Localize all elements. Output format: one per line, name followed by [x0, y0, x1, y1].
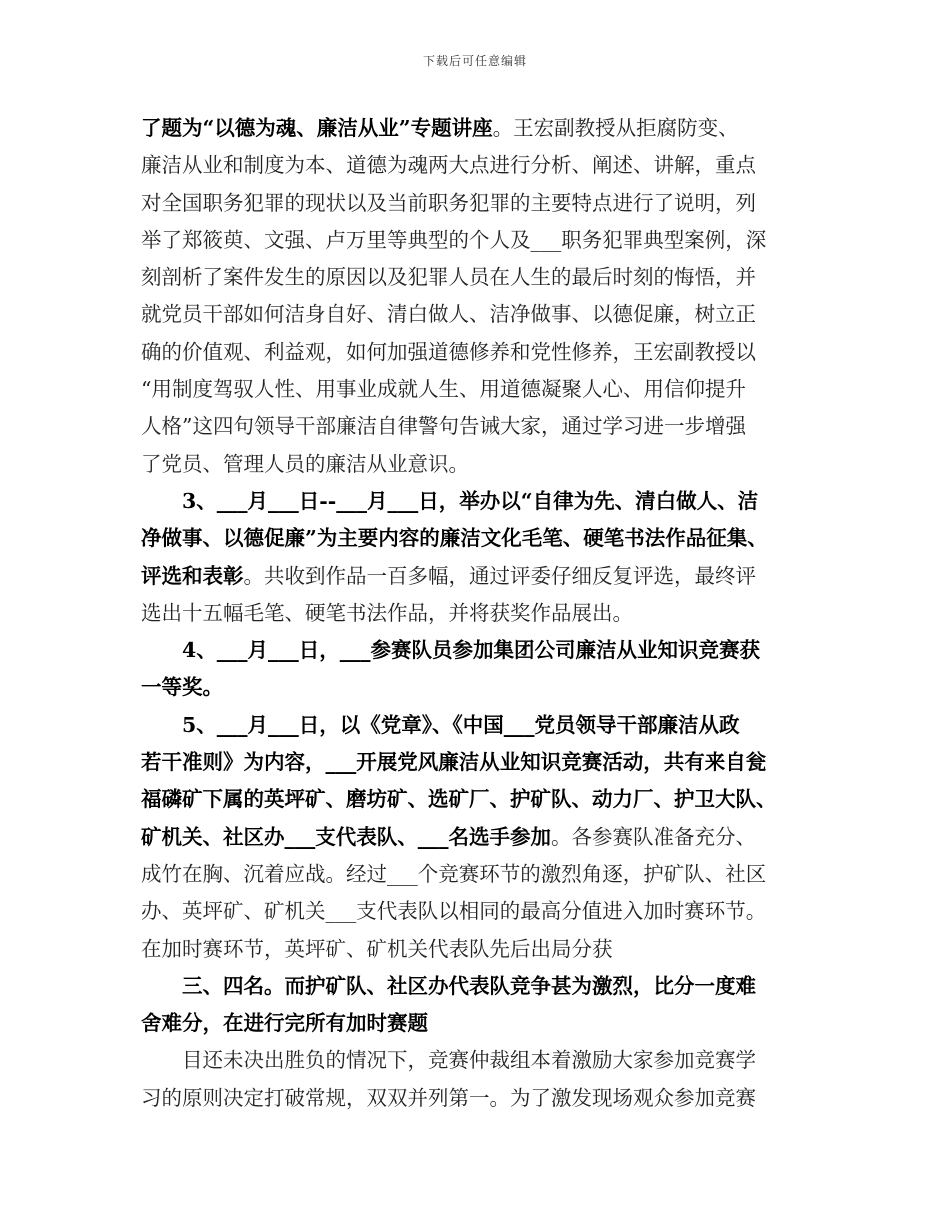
body-text: “用制度驾驭人性、用事业成就人生、用道德凝聚人心、用信仰提升 [141, 377, 746, 402]
text-line [141, 334, 821, 371]
text-line [141, 296, 821, 333]
document-body [141, 110, 821, 1117]
body-text: 办、英坪矿、矿机关___支代表队以相同的最高分值进入加时赛环节。 [141, 899, 767, 924]
text-line [141, 558, 821, 595]
text-line [141, 483, 821, 520]
text-line [141, 707, 821, 744]
bold-text: 舍难分，在进行完所有加时赛题 [141, 1011, 428, 1036]
text-line [141, 781, 821, 818]
text-line [141, 520, 821, 557]
body-text: 确的价值观、利益观，如何加强道德修养和党性修养，王宏副教授以 [141, 339, 756, 364]
text-line [141, 1005, 821, 1042]
text-line [141, 222, 821, 259]
text-line [141, 931, 821, 968]
text-line [141, 446, 821, 483]
body-text: 了党员、管理人员的廉洁从业意识。 [141, 451, 469, 476]
body-text: 举了郑筱萸、文强、卢万里等典型的个人及___职务犯罪典型案例，深 [141, 227, 767, 252]
body-text: 就党员干部如何洁身自好、清白做人、洁净做事、以德促廉，树立正 [141, 302, 756, 327]
text-line [141, 856, 821, 893]
bold-text: 福磷矿下属的英坪矿、磨坊矿、选矿厂、护矿队、动力厂、护卫大队、 [141, 787, 777, 812]
text-line [141, 408, 821, 445]
bold-text: 评选和表彰 [141, 563, 244, 588]
bold-text: 三、四名。而护矿队、社区办代表队竞争甚为激烈，比分一度难 [182, 973, 756, 998]
text-line [141, 744, 821, 781]
body-text: 对全国职务犯罪的现状以及当前职务犯罪的主要特点进行了说明，列 [141, 190, 756, 215]
text-line [141, 968, 821, 1005]
bold-text: 一等奖。 [141, 675, 223, 700]
body-text: 。共收到作品一百多幅，通过评委仔细反复评选，最终评 [243, 563, 756, 588]
text-line [141, 110, 821, 147]
body-text: 成竹在胸、沉着应战。经过___个竞赛环节的激烈角逐，护矿队、社区 [141, 861, 767, 886]
body-text: 。各参赛队准备充分、 [551, 824, 756, 849]
body-text: 在加时赛环节，英坪矿、矿机关代表队先后出局分获 [141, 936, 613, 961]
text-line [141, 185, 821, 222]
text-line [141, 669, 821, 706]
bold-text: 3、___月___日--___月___日，举办以“自律为先、清白做人、洁 [182, 488, 759, 513]
body-text: 习的原则决定打破常规，双双并列第一。为了激发现场观众参加竞赛 [141, 1085, 756, 1110]
text-line [141, 819, 821, 856]
body-text: 选出十五幅毛笔、硬笔书法作品，并将获奖作品展出。 [141, 600, 633, 625]
body-text: 廉洁从业和制度为本、道德为魂两大点进行分析、阐述、讲解，重点 [141, 153, 756, 178]
body-text: 。王宏副教授从拒腐防变、 [492, 116, 739, 140]
text-line [141, 1080, 821, 1117]
text-line [141, 147, 821, 184]
bold-text: 5、___月___日，以《党章》、《中国___党员领导干部廉洁从政 [182, 712, 740, 737]
text-line [141, 259, 821, 296]
text-line [141, 371, 821, 408]
body-text: 人格”这四句领导干部廉洁自律警句告诫大家，通过学习进一步增强 [141, 414, 746, 439]
bold-text: 了题为“以德为魂、廉洁从业”专题讲座 [141, 116, 493, 140]
bold-text: 净做事、以德促廉”为主要内容的廉洁文化毛笔、硬笔书法作品征集、 [141, 526, 768, 551]
text-line [141, 595, 821, 632]
bold-text: 若干准则》为内容，___开展党风廉洁从业知识竞赛活动，共有来自瓮 [141, 750, 767, 775]
text-line [141, 632, 821, 669]
page-header: 下载后可任意编辑 [422, 54, 527, 68]
text-line [141, 1042, 821, 1079]
body-text: 目还未决出胜负的情况下，竞赛仲裁组本着激励大家参加竞赛学 [182, 1048, 756, 1073]
bold-text: 矿机关、社区办___支代表队、___名选手参加 [141, 824, 551, 849]
text-line [141, 893, 821, 930]
bold-text: 4、___月___日，___参赛队员参加集团公司廉洁从业知识竞赛获 [182, 638, 761, 663]
body-text: 刻剖析了案件发生的原因以及犯罪人员在人生的最后时刻的悔悟，并 [141, 265, 756, 290]
